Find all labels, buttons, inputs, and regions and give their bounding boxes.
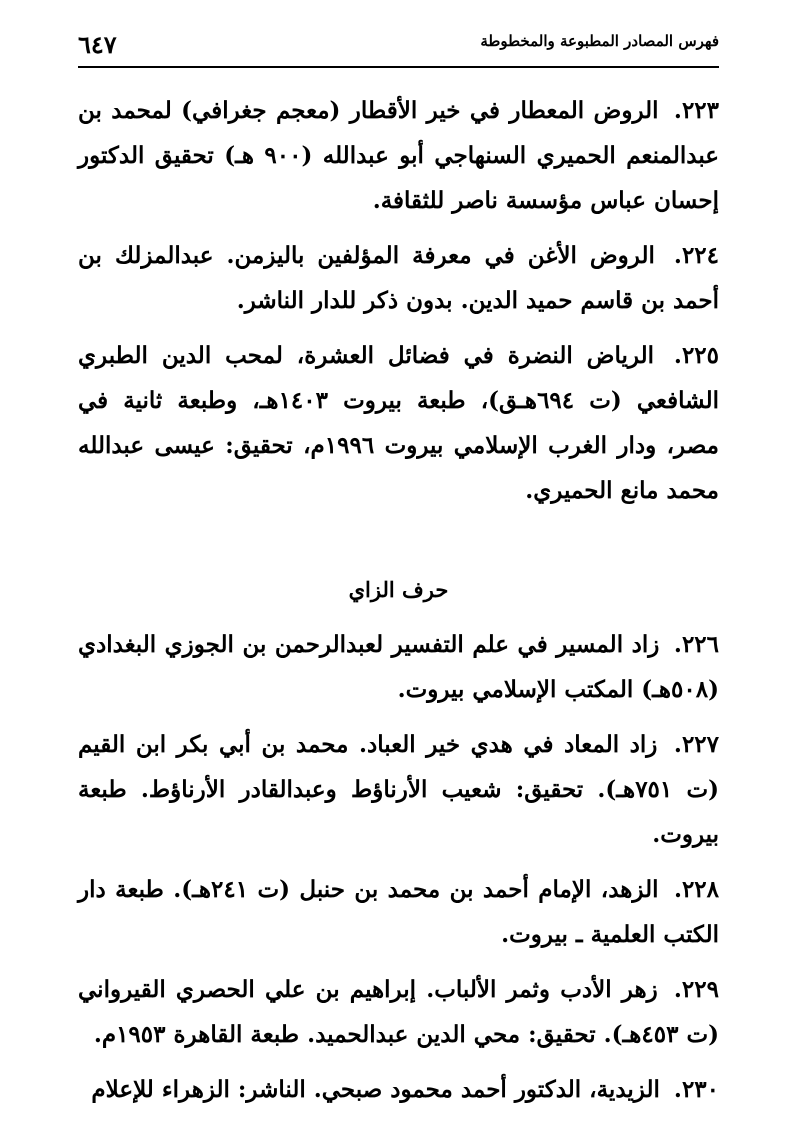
entry-number: ٢٢٩. xyxy=(673,976,719,1003)
page-header xyxy=(78,30,719,68)
bibliography-entry xyxy=(78,88,719,223)
entry-number: ٢٢٥. xyxy=(673,342,719,369)
bibliography-entry xyxy=(78,622,719,712)
section-heading: حرف الزاي xyxy=(348,577,449,602)
bibliography-entry xyxy=(78,867,719,957)
entry-number: ٢٢٨. xyxy=(673,876,720,903)
bibliography-entry xyxy=(78,333,719,513)
entry-number: ٢٣٠. xyxy=(673,1076,719,1103)
bibliography-entry xyxy=(78,722,719,857)
running-title: فهرس المصادر المطبوعة والمخطوطة xyxy=(480,32,719,50)
bibliography-entry xyxy=(78,967,719,1057)
page-number: ٦٤٧ xyxy=(78,30,117,59)
entry-number: ٢٢٣. xyxy=(673,97,719,124)
entry-text: الزيدية، الدكتور أحمد محمود صبحي. الناشر: الزهراء للإعلام xyxy=(91,1076,660,1103)
entry-text: الروض المعطار في خير الأقطار (معجم جغرافي) لمحمد بن عبدالمنعم الحميري السنهاجي أبو عبدالله (٩٠٠ هـ) تحقيق الدكتور إحسان عباس مؤسسة ناصر للثقافة. xyxy=(78,97,719,214)
bibliography-entry xyxy=(78,233,719,323)
entry-number: ٢٢٧. xyxy=(673,731,719,758)
entry-text: الروض الأغن في معرفة المؤلفين باليزمن. عبدالمزلك بن أحمد بن قاسم حميد الدين. بدون ذكر للدار الناشر. xyxy=(78,242,719,314)
entry-number: ٢٢٦. xyxy=(673,631,719,658)
entry-number: ٢٢٤. xyxy=(673,242,719,269)
entry-text: زاد المعاد في هدي خير العباد. محمد بن أبي بكر ابن القيم (ت ٧٥١هـ). تحقيق: شعيب الأرناؤط وعبدالقادر الأرناؤط. طبعة بيروت. xyxy=(78,731,720,848)
entry-text: الرياض النضرة في فضائل العشرة، لمحب الدين الطبري الشافعي (ت ٦٩٤هـق)، طبعة بيروت ١٤٠٣هـ، وطبعة ثانية في مصر، ودار الغرب الإسلامي بيروت ١٩٩٦م، تحقيق: عيسى عبدالله محمد مانع الحميري. xyxy=(78,342,720,504)
page-body xyxy=(78,88,719,1122)
entry-text: الزهد، الإمام أحمد بن محمد بن حنبل (ت ٢٤١هـ). طبعة دار الكتب العلمية ـ بيروت. xyxy=(78,876,719,948)
entry-text: زهر الأدب وثمر الألباب. إبراهيم بن علي الحصري القيرواني (ت ٤٥٣هـ). تحقيق: محي الدين عبدالحميد. طبعة القاهرة ١٩٥٣م. xyxy=(78,976,719,1048)
bibliography-entry xyxy=(78,1067,719,1112)
entry-text: زاد المسير في علم التفسير لعبدالرحمن بن الجوزي البغدادي (٥٠٨هـ) المكتب الإسلامي بيروت. xyxy=(78,631,719,703)
